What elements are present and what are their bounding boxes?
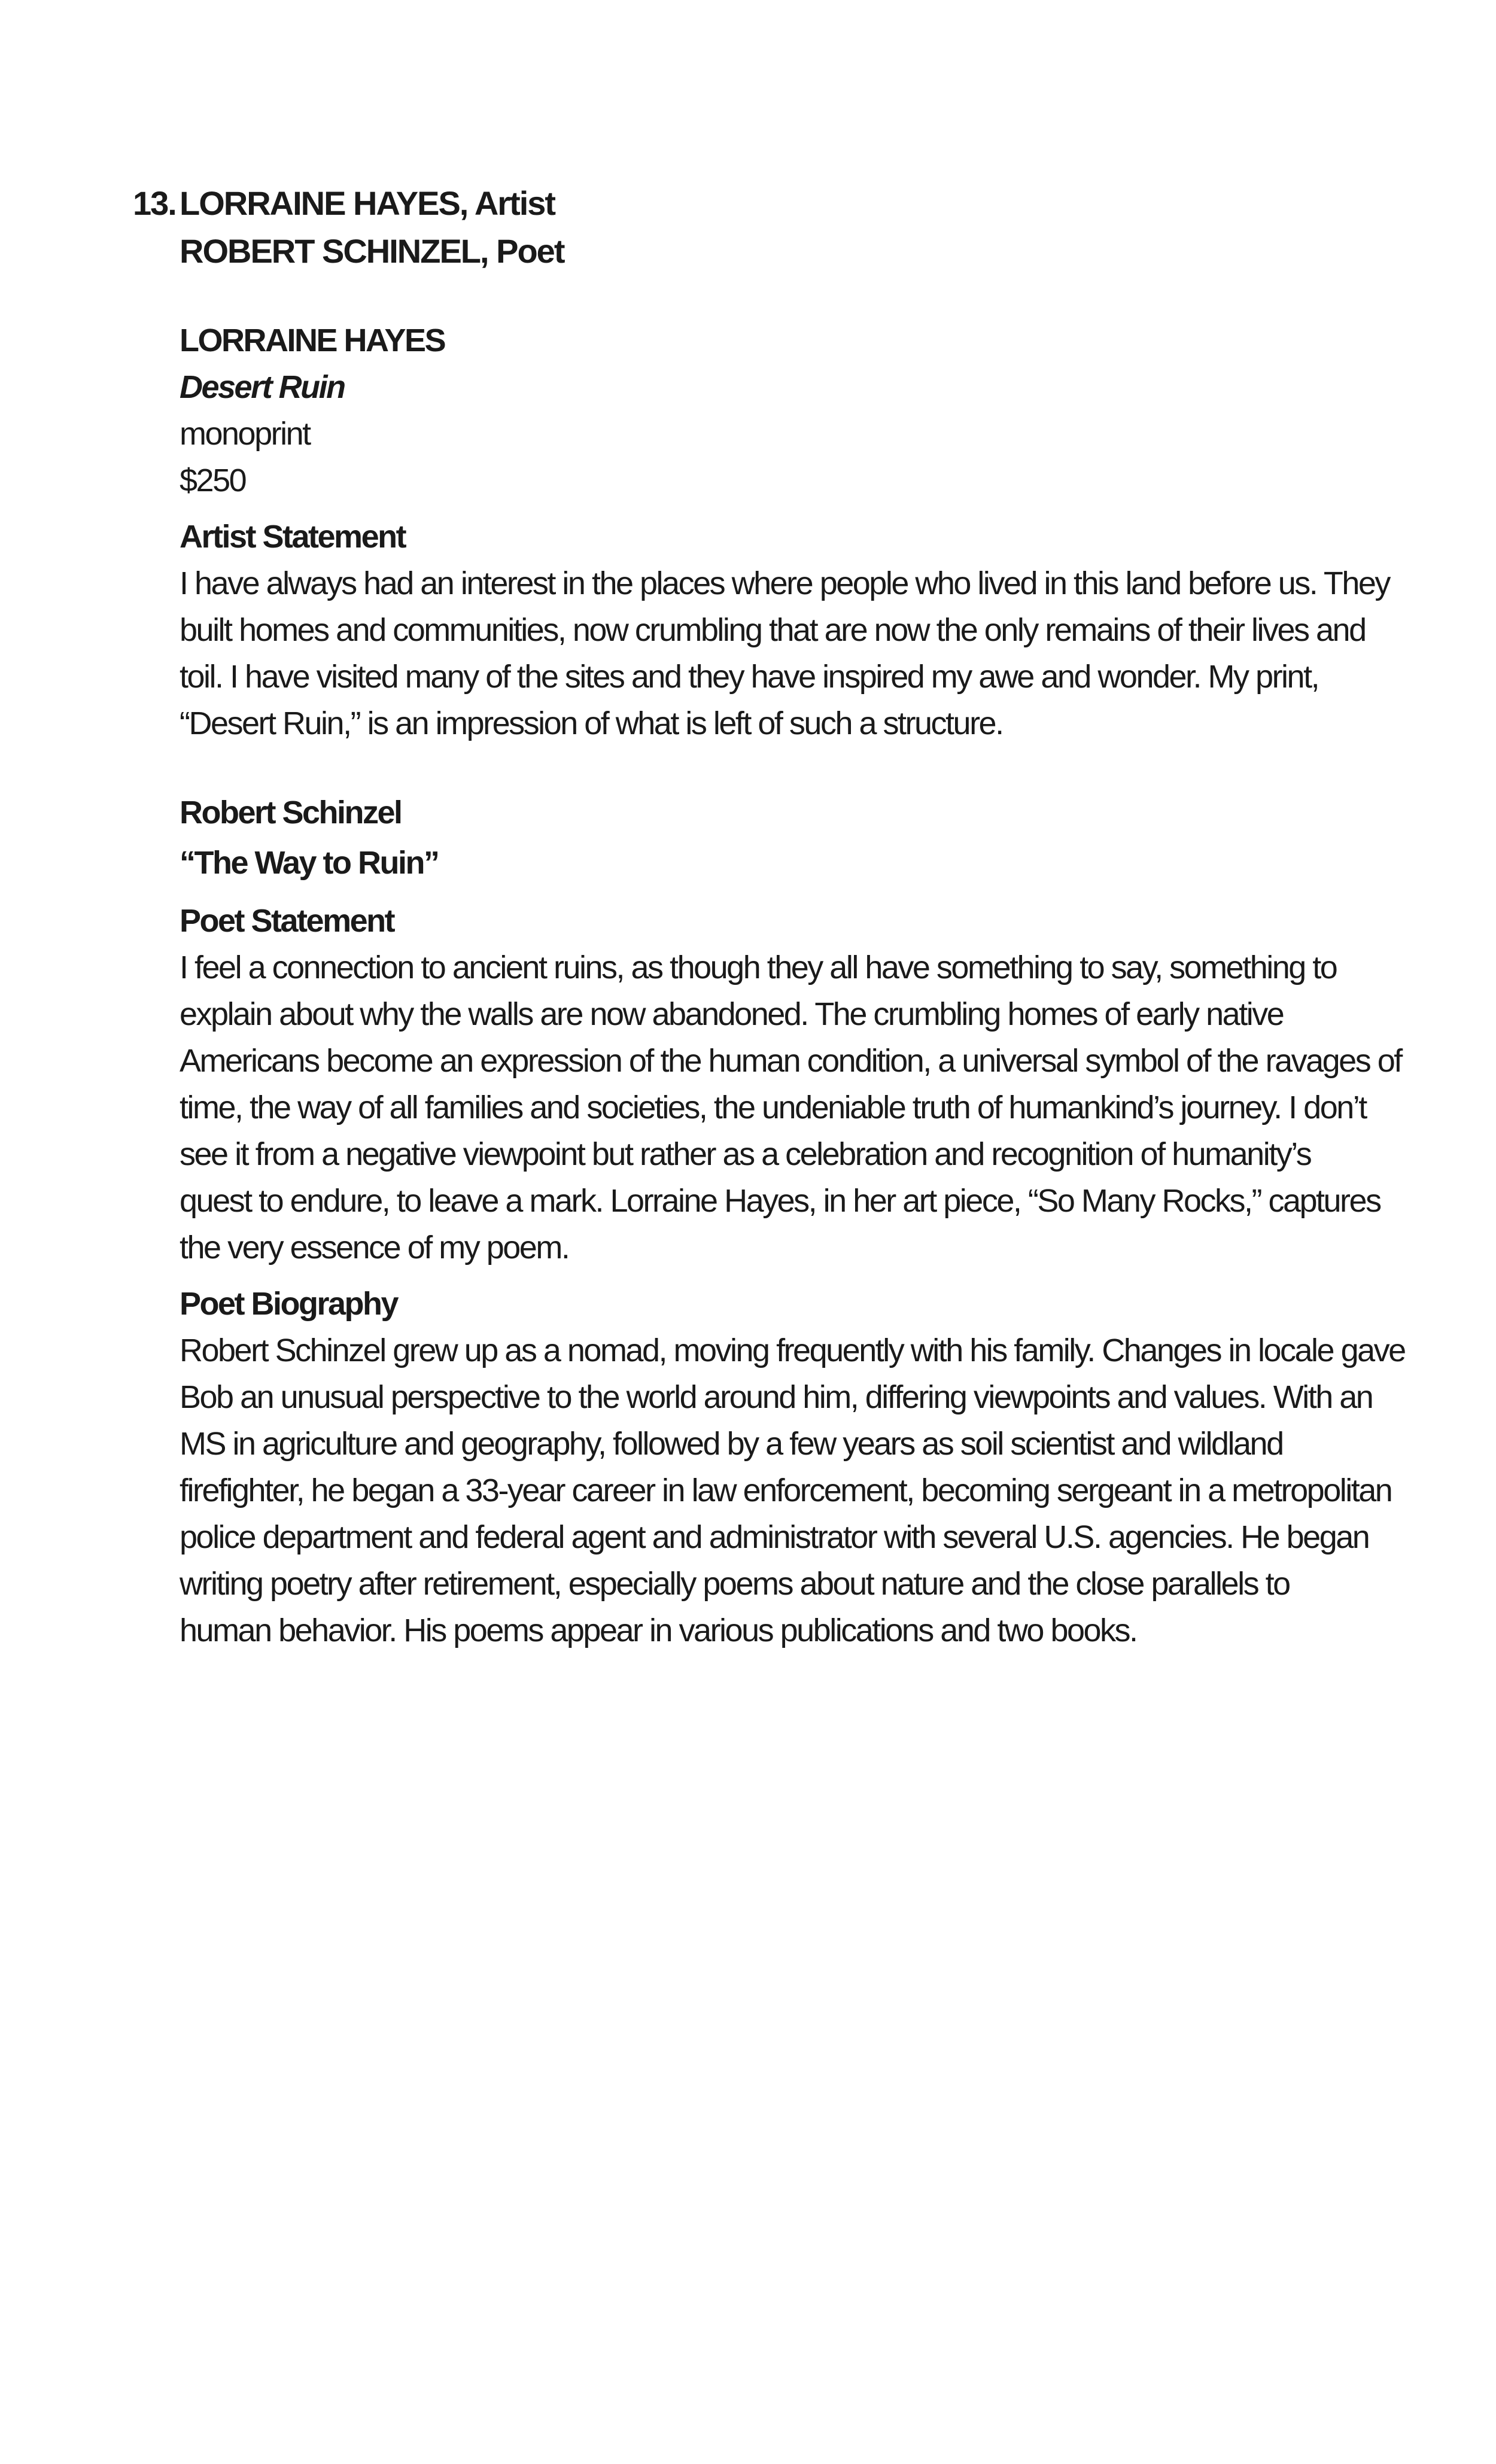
poet-statement-line: quest to endure, to leave a mark. Lorraine Hayes, in her art piece, “So Many Rocks,” captures [180, 1183, 1381, 1219]
poet-biography-line: human behavior. His poems appear in various publications and two books. [180, 1613, 1137, 1648]
poet-statement-line: see it from a negative viewpoint but rather as a celebration and recognition of humanity’s [180, 1136, 1311, 1172]
entry-heading-artist-line [133, 180, 564, 227]
poet-section [180, 787, 1405, 1654]
poet-biography-line: writing poetry after retirement, especially poems about nature and the close parallels to [180, 1566, 1290, 1602]
poet-statement [180, 944, 1401, 1271]
poet-statement-line: time, the way of all families and societies, the undeniable truth of humankind’s journey. I don’t [180, 1090, 1366, 1125]
poet-biography [180, 1327, 1405, 1654]
entry-artist-line: LORRAINE HAYES, Artist [180, 184, 555, 222]
poem-title: “The Way to Ruin” [180, 845, 439, 881]
poet-statement-line: I feel a connection to ancient ruins, as though they all have something to say, something to [180, 950, 1337, 985]
entry-content [180, 317, 1405, 1654]
entry-poet-line: ROBERT SCHINZEL, Poet [180, 232, 564, 270]
artist-statement-heading: Artist Statement [180, 519, 406, 555]
entry-heading [133, 180, 564, 275]
entry-number: 13. [133, 184, 176, 222]
poet-statement-line: Americans become an expression of the human condition, a universal symbol of the ravages of [180, 1043, 1401, 1079]
artist-statement-line: “Desert Ruin,” is an impression of what is left of such a structure. [180, 705, 1003, 741]
artwork-price: $250 [180, 463, 246, 498]
artist-statement-line: built homes and communities, now crumbling that are now the only remains of their lives and [180, 612, 1366, 648]
poet-biography-line: MS in agriculture and geography, followed by a few years as soil scientist and wildland [180, 1426, 1283, 1462]
poet-statement-heading: Poet Statement [180, 903, 394, 939]
entry-number-spacer [133, 227, 180, 275]
poet-name: Robert Schinzel [180, 795, 402, 831]
poet-biography-line: Bob an unusual perspective to the world around him, differing viewpoints and values. With an [180, 1379, 1373, 1415]
poet-statement-line: the very essence of my poem. [180, 1230, 569, 1266]
artist-statement [180, 560, 1389, 747]
poet-biography-line: firefighter, he began a 33-year career in law enforcement, becoming sergeant in a metropolitan [180, 1473, 1392, 1508]
artist-statement-line: toil. I have visited many of the sites and they have inspired my awe and wonder. My print, [180, 659, 1319, 695]
artwork-title: Desert Ruin [180, 369, 345, 405]
artist-statement-line: I have always had an interest in the places where people who lived in this land before us. They [180, 565, 1389, 601]
artist-name: LORRAINE HAYES [180, 323, 445, 358]
poet-biography-line: Robert Schinzel grew up as a nomad, moving frequently with his family. Changes in locale gave [180, 1333, 1405, 1368]
poet-biography-heading: Poet Biography [180, 1286, 398, 1322]
artwork-medium: monoprint [180, 416, 310, 452]
poet-biography-line: police department and federal agent and administrator with several U.S. agencies. He began [180, 1519, 1369, 1555]
entry-heading-poet-line [133, 227, 564, 275]
artist-section [180, 317, 1389, 747]
poet-statement-line: explain about why the walls are now abandoned. The crumbling homes of early native [180, 996, 1284, 1032]
